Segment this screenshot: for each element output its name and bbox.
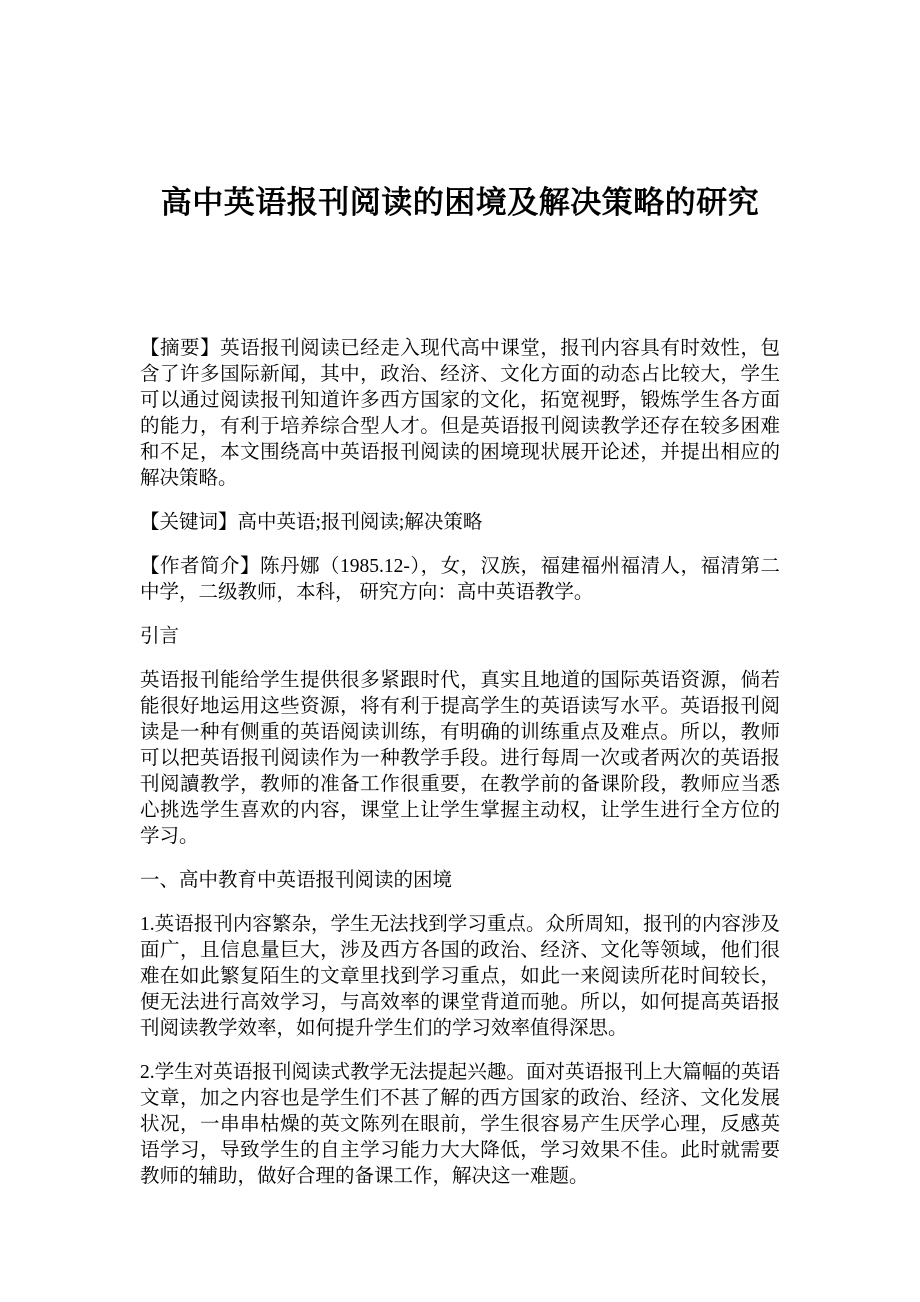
title-spacer — [140, 224, 780, 336]
section-one-heading: 一、高中教育中英语报刊阅读的困境 — [140, 870, 453, 891]
introduction-heading: 引言 — [140, 626, 180, 647]
author-bio-paragraph: 【作者简介】陈丹娜（1985.12-），女，汉族，福建福州福清人，福清第二中学，二级教师，本科， 研究方向：高中英语教学。 — [140, 556, 780, 603]
page-title: 高中英语报刊阅读的困境及解决策略的研究 — [160, 185, 760, 220]
document-body — [140, 0, 780, 1190]
keywords-paragraph: 【关键词】高中英语;报刊阅读;解决策略 — [140, 512, 483, 533]
section-one-item-1: 1.英语报刊内容繁杂，学生无法找到学习重点。众所周知，报刊的内容涉及面广，且信息量巨大，涉及西方各国的政治、经济、文化等领域，他们很难在如此繁复陌生的文章里找到学习重点，如此一来阅读所花时间较长，便无法进行高效学习，与高效率的课堂背道而驰。所以，如何提高英语报刊阅读教学效率，如何提升学生们的学习效率值得深思。 — [140, 914, 780, 1039]
section-one-item-2: 2.学生对英语报刊阅读式教学无法提起兴趣。面对英语报刊上大篇幅的英语文章，加之内容也是学生们不甚了解的西方国家的政治、经济、文化发展状况，一串串枯燥的英文陈列在眼前，学生很容易产生厌学心理，反感英语学习，导致学生的自主学习能力大大降低，学习效果不佳。此时就需要教师的辅助，做好合理的备课工作，解决这一难题。 — [140, 1062, 780, 1187]
abstract-paragraph: 【摘要】英语报刊阅读已经走入现代高中课堂，报刊内容具有时效性，包含了许多国际新闻，其中，政治、经济、文化方面的动态占比较大，学生可以通过阅读报刊知道许多西方国家的文化，拓宽视野，锻炼学生各方面的能力，有利于培养综合型人才。但是英语报刊阅读教学还存在较多困难和不足，本文围绕高中英语报刊阅读的困境现状展开论述，并提出相应的解决策略。 — [140, 338, 780, 489]
introduction-paragraph: 英语报刊能给学生提供很多紧跟时代，真实且地道的国际英语资源，倘若能很好地运用这些资源，将有利于提高学生的英语读写水平。英语报刊阅读是一种有侧重的英语阅读训练，有明确的训练重点及难点。所以，教师可以把英语报刊阅读作为一种教学手段。进行每周一次或者两次的英语报刊阅讀教学，教师的准备工作很重要，在教学前的备课阶段，教师应当悉心挑选学生喜欢的内容，课堂上让学生掌握主动权，让学生进行全方位的学习。 — [140, 670, 780, 847]
